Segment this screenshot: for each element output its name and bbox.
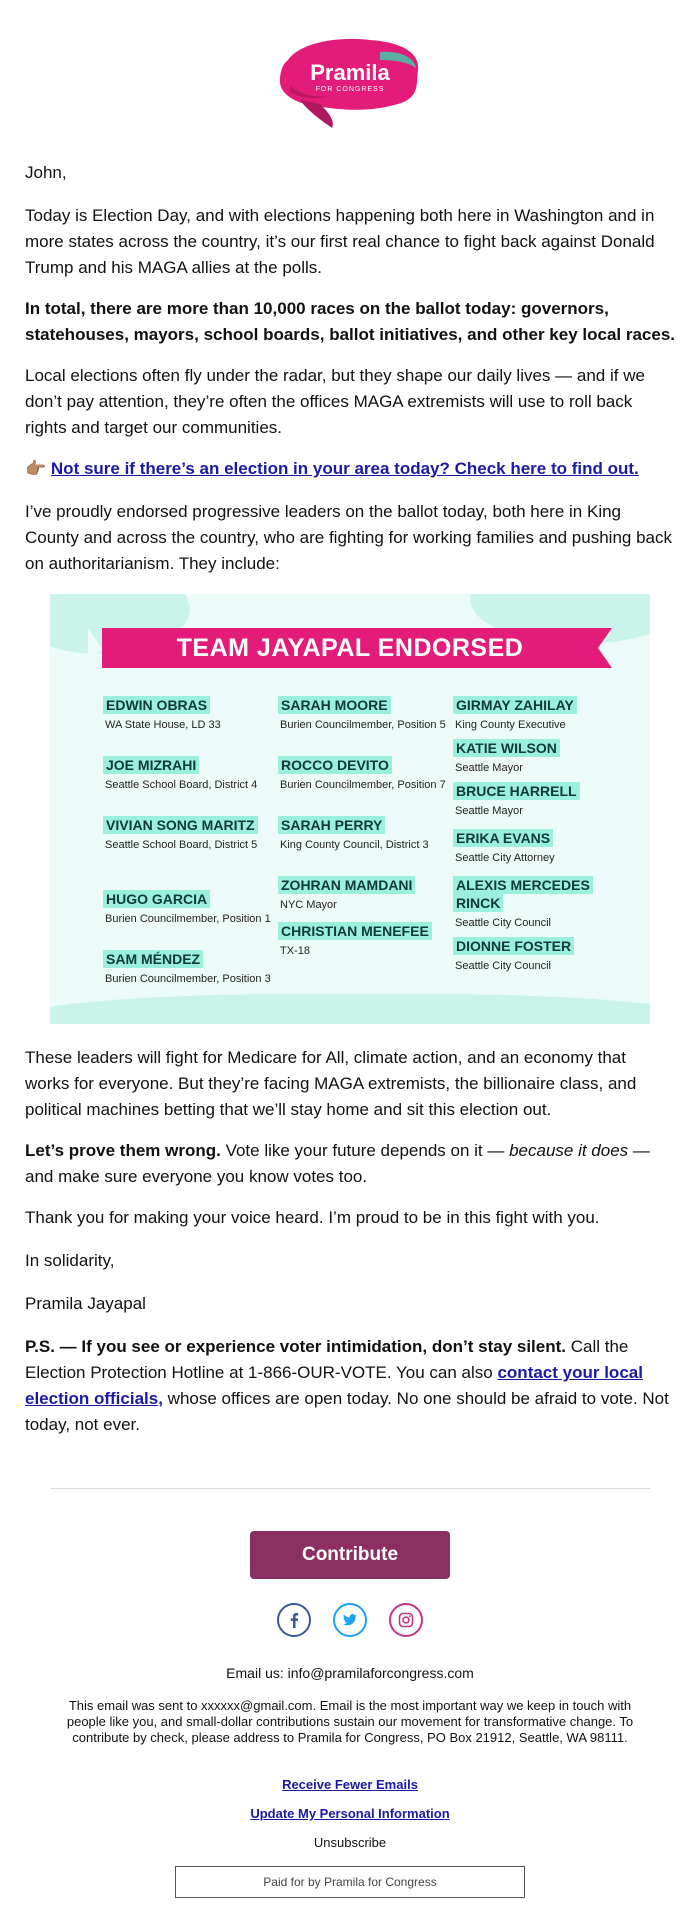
candidate-name: VIVIAN SONG MARITZ (103, 816, 258, 834)
footer-divider (50, 1488, 650, 1489)
paint-splash (50, 994, 650, 1024)
candidate-office: Burien Councilmember, Position 5 (280, 719, 446, 731)
logo-subtitle: FOR CONGRESS (315, 86, 385, 93)
candidate-office: Seattle Mayor (455, 762, 523, 774)
ps-text: Call the Election Protection Hotline at 1-866-OUR-VOTE. You can also (25, 1337, 629, 1382)
candidate-office: Seattle Mayor (455, 805, 523, 817)
endorsed-banner (102, 628, 598, 668)
candidate-office: King County Council, District 3 (280, 839, 429, 851)
endorsement-graphic (50, 594, 650, 1024)
paid-for-disclaimer: Paid for by Pramila for Congress (175, 1866, 525, 1898)
candidate-name: SARAH PERRY (278, 816, 385, 834)
pointing-hand-icon: 👉🏽 (25, 459, 47, 478)
candidate (278, 817, 448, 852)
find-election-link-text[interactable]: Not sure if there’s an election in your area today? Check here to find out. (50, 459, 639, 478)
unsubscribe-link[interactable]: Unsubscribe (313, 1835, 387, 1850)
candidate-name: EDWIN OBRAS (103, 696, 210, 714)
candidate (453, 938, 623, 973)
instagram-icon[interactable] (389, 1603, 423, 1637)
candidate-name: ERIKA EVANS (453, 829, 553, 847)
candidate-office: WA State House, LD 33 (105, 719, 221, 731)
candidate-name: SAM MÉNDEZ (103, 950, 203, 968)
facebook-icon[interactable] (277, 1603, 311, 1637)
pramila-logo[interactable] (270, 30, 430, 130)
paragraph-leaders: These leaders will fight for Medicare for All, climate action, and an economy that works for everyone. But they’re facing MAGA extremists, the billionaire class, and political machines betting that we’ll stay home and sit this election out. (25, 1048, 637, 1119)
candidate-name: ALEXIS MERCEDES RINCK (453, 876, 593, 912)
candidate-office: Seattle School Board, District 4 (105, 779, 258, 791)
candidate-office: Seattle City Council (455, 960, 551, 972)
ps-bold: P.S. — If you see or experience voter intimidation, don’t stay silent. (25, 1337, 566, 1356)
candidate-office: Burien Councilmember, Position 7 (280, 779, 446, 791)
candidate (453, 783, 623, 818)
prove-wrong-bold: Let’s prove them wrong. (25, 1141, 221, 1160)
candidate-office: King County Executive (455, 719, 566, 731)
candidate (103, 697, 273, 732)
candidate (453, 697, 623, 732)
election-officials-link[interactable]: contact your local election officials, (25, 1363, 643, 1408)
paragraph-endorsed: I’ve proudly endorsed progressive leaders on the ballot today, both here in King County and across the country, who are fighting for working families and pushing back on authoritarianism. They include: (25, 502, 672, 573)
candidate (453, 877, 623, 930)
candidate-name: BRUCE HARRELL (453, 782, 580, 800)
candidate-name: ZOHRAN MAMDANI (278, 876, 415, 894)
paragraph-thanks: Thank you for making your voice heard. I’m proud to be in this fight with you. (25, 1208, 600, 1227)
candidate-name: HUGO GARCIA (103, 890, 210, 908)
twitter-icon[interactable] (333, 1603, 367, 1637)
candidate-office: NYC Mayor (280, 899, 337, 911)
candidate (278, 877, 448, 912)
candidate (278, 757, 448, 792)
contribute-button[interactable]: Contribute (250, 1531, 450, 1579)
candidate (278, 923, 448, 958)
candidate (453, 830, 623, 865)
logo-name: Pramila (310, 60, 390, 85)
update-personal-info-link[interactable]: Update My Personal Information (250, 1806, 450, 1821)
candidate-name: JOE MIZRAHI (103, 756, 199, 774)
candidate (278, 697, 448, 732)
candidate-name: ROCCO DEVITO (278, 756, 392, 774)
prove-wrong-end: — and make sure everyone you know votes too. (25, 1141, 650, 1186)
signoff: In solidarity, (25, 1251, 115, 1270)
email-notice: This email was sent to xxxxxx@gmail.com. Email is the most important way we keep in touch with people like you, and small-dollar contributions sustain our movement for transformative change. To contribute by check, please address to Pramila for Congress, PO Box 21912, Seattle, WA 98111. (66, 1698, 634, 1745)
paragraph-ps (25, 1334, 675, 1438)
paragraph-local: Local elections often fly under the radar, but they shape our daily lives — and if we don’t pay attention, they’re often the offices MAGA extremists will use to roll back rights and target our communities. (25, 366, 645, 437)
greeting: John, (25, 163, 67, 182)
paragraph-intro: Today is Election Day, and with elections happening both here in Washington and in more states across the country, it’s our first real chance to fight back against Donald Trump and his MAGA allies at the polls. (25, 206, 655, 277)
candidate (453, 740, 623, 775)
update-info-row (0, 1806, 700, 1822)
candidate (103, 891, 273, 926)
candidate-name: GIRMAY ZAHILAY (453, 696, 577, 714)
candidate (103, 817, 273, 852)
candidate-office: Burien Councilmember, Position 3 (105, 973, 271, 985)
candidate-name: CHRISTIAN MENEFEE (278, 922, 432, 940)
fewer-emails-row (0, 1777, 700, 1793)
banner-title: TEAM JAYAPAL ENDORSED (176, 634, 524, 662)
signature: Pramila Jayapal (25, 1294, 146, 1313)
candidate-name: KATIE WILSON (453, 739, 560, 757)
candidate (103, 757, 273, 792)
candidate-office: Seattle School Board, District 5 (105, 839, 258, 851)
candidate-office: Seattle City Attorney (455, 852, 555, 864)
paragraph-races: In total, there are more than 10,000 races on the ballot today: governors, statehouses, mayors, school boards, ballot initiatives, and other key local races. (25, 299, 676, 344)
candidate-name: SARAH MOORE (278, 696, 391, 714)
paragraph-prove-wrong (25, 1138, 675, 1190)
ps-end: whose offices are open today. No one should be afraid to vote. Not today, not ever. (25, 1389, 669, 1434)
email-us: Email us: info@pramilaforcongress.com (226, 1665, 474, 1681)
candidate-office: Burien Councilmember, Position 1 (105, 913, 271, 925)
find-election-link[interactable] (25, 456, 675, 482)
candidate-office: Seattle City Council (455, 917, 551, 929)
receive-fewer-emails-link[interactable]: Receive Fewer Emails (282, 1777, 418, 1792)
candidate-office: TX-18 (280, 945, 310, 957)
prove-wrong-text: Vote like your future depends on it — (220, 1141, 510, 1160)
candidate-name: DIONNE FOSTER (453, 937, 574, 955)
prove-wrong-italic: because it does (509, 1141, 629, 1160)
candidate (103, 951, 273, 986)
